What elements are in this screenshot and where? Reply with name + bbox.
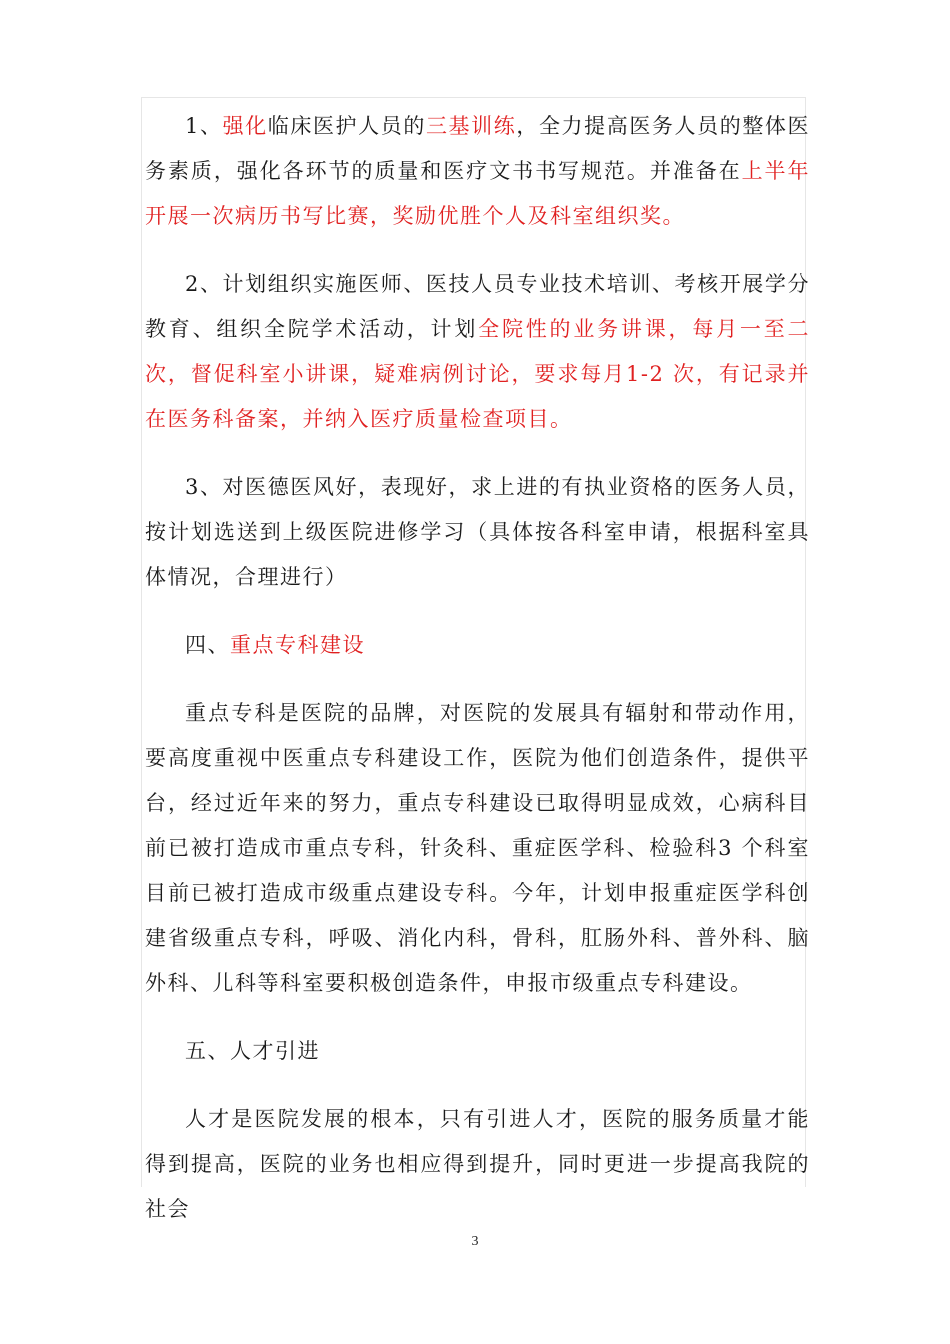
highlight-run: 上半年开展一次病历书写比赛，奖励优胜个人及科室组织奖。 [145, 159, 811, 228]
heading-number: 四、 [185, 633, 230, 657]
text-run: 临床医护人员的 [267, 114, 426, 138]
paragraph-item-1 [145, 104, 810, 239]
text-run: ，全力提高医务人员的整体医务素质，强化各环节的质量和医疗文书书写规范。并准备在 [145, 114, 811, 183]
heading-title: 五、人才引进 [185, 1039, 320, 1063]
section-heading-5 [145, 1029, 810, 1074]
text-run: 3、对医德医风好，表现好，求上进的有执业资格的医务人员，按计划选送到上级医院进修学习（具体按各科室申请，根据科室具体情况，合理进行） [145, 475, 810, 589]
paragraph-specialty [145, 691, 810, 1006]
highlight-run: 强化 [222, 114, 268, 138]
paragraph-item-3 [145, 465, 810, 600]
section-heading-4 [145, 623, 810, 668]
highlight-run: 三基训练 [425, 114, 517, 138]
text-run: 1、 [185, 114, 223, 138]
text-run: 重点专科是医院的品牌，对医院的发展具有辐射和带动作用，要高度重视中医重点专科建设工作，医院为他们创造条件，提供平台，经过近年来的努力，重点专科建设已取得明显成效，心病科目前已被打造成市重点专科，针灸科、重症医学科、检验科3 个科室目前已被打造成市级重点建设专科。今年，计划申报重症医学科创建省级重点专科，呼吸、消化内科，骨科，肛肠外科、普外科、脑外科、儿科等科室要积极创造条件，申报市级重点专科建设。 [145, 701, 810, 995]
paragraph-item-2 [145, 262, 810, 442]
paragraph-talent [145, 1097, 810, 1232]
text-run: 2、计划组织实施医师、医技人员专业技术培训、考核开展学分教育、组织全院学术活动，计划 [145, 272, 810, 341]
heading-title: 重点专科建设 [230, 633, 365, 657]
document-body [145, 104, 810, 1232]
page-number: 3 [471, 1234, 479, 1249]
highlight-run: 全院性的业务讲课，每月一至二次，督促科室小讲课，疑难病例讨论，要求每月1-2 次，有记录并在医务科备案，并纳入医疗质量检查项目。 [145, 317, 811, 431]
text-run: 人才是医院发展的根本，只有引进人才，医院的服务质量才能得到提高，医院的业务也相应得到提升，同时更进一步提高我院的社会 [145, 1107, 810, 1221]
